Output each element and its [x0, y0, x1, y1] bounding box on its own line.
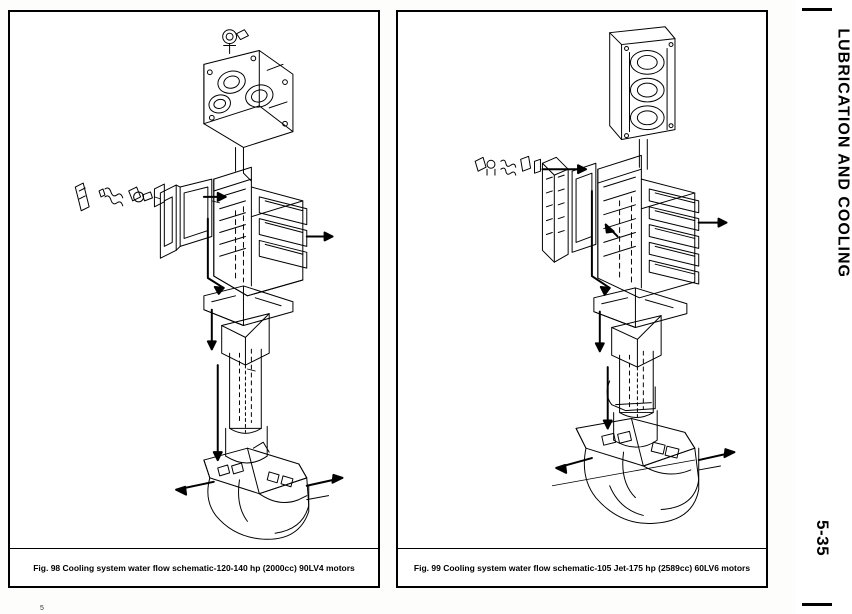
powerhead-block-group — [214, 167, 307, 296]
corner-mark: 5 — [40, 605, 44, 612]
figure-panel-fig-98 — [8, 10, 380, 588]
leader-lines — [154, 197, 255, 371]
cylinder-cover-group — [160, 179, 211, 258]
exhaust-cover-group-v6 — [542, 157, 595, 262]
edge-rule-top — [802, 8, 832, 11]
section-edge-bar — [796, 0, 852, 614]
intake-manifold-group-v6 — [610, 27, 675, 140]
thermostat-parts-group — [75, 183, 164, 211]
figure-artwork-fig-98 — [10, 12, 378, 548]
intake-manifold-group — [204, 30, 293, 148]
adapter-plate-group-v6 — [594, 288, 687, 328]
driveshaft-housing-group — [222, 314, 269, 463]
figure-panel-fig-99 — [396, 10, 768, 588]
figure-artwork-fig-99 — [398, 12, 766, 548]
fittings-group-v6 — [475, 156, 540, 175]
section-title: LUBRICATION AND COOLING — [835, 28, 852, 278]
lower-unit-group-v6 — [576, 418, 720, 523]
water-flow-arrows — [176, 193, 342, 495]
figure-caption-fig-99: Fig. 99 Cooling system water flow schematic-105 Jet-175 hp (2589cc) 60LV6 motors — [398, 548, 766, 586]
figure-caption-fig-98: Fig. 98 Cooling system water flow schematic-120-140 hp (2000cc) 90LV4 motors — [10, 548, 378, 586]
page-number: 5-35 — [813, 520, 832, 557]
powerhead-block-group-v6 — [598, 155, 699, 297]
edge-rule-bottom — [802, 603, 832, 606]
water-flow-arrows-v6 — [542, 165, 734, 473]
